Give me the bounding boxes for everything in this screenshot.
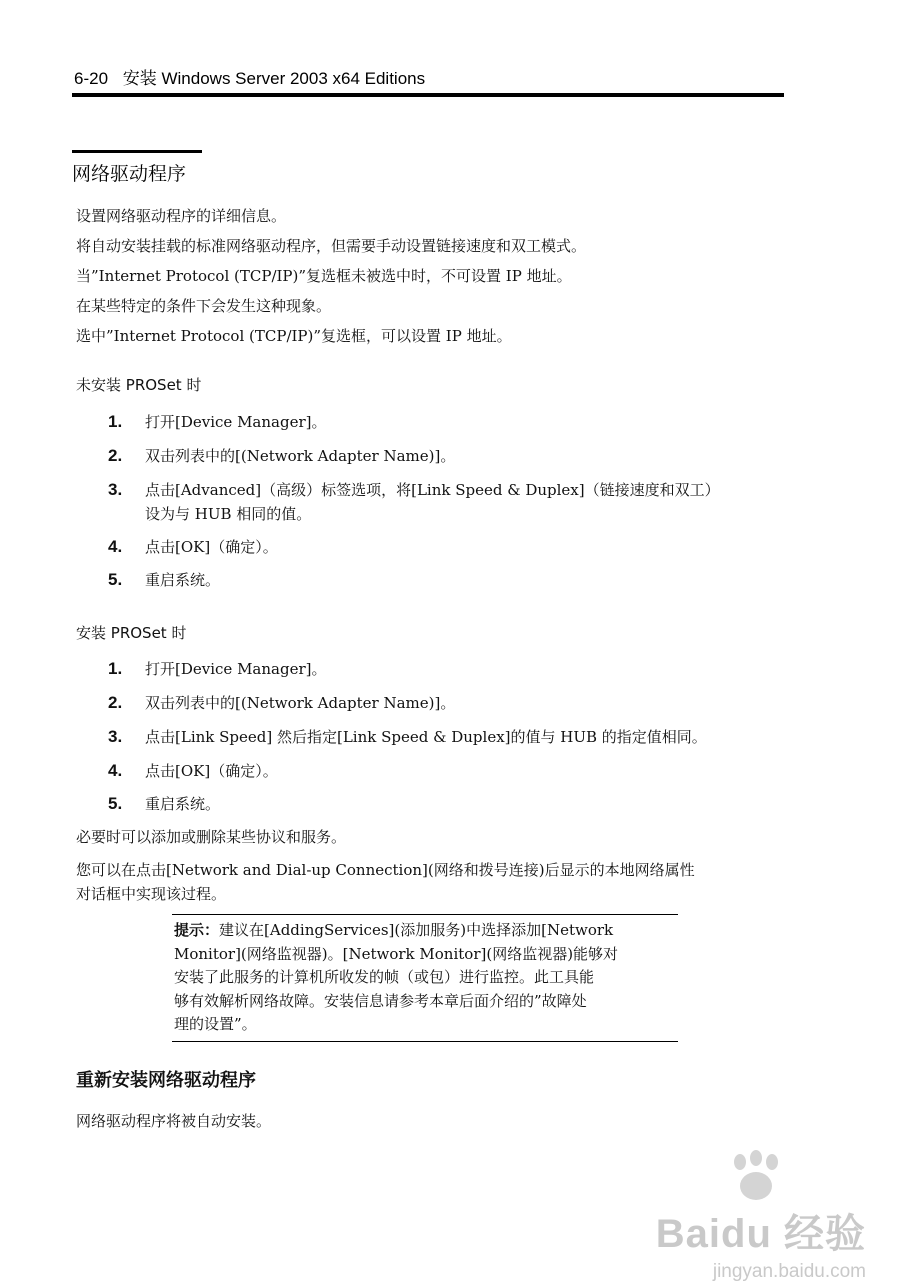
step-text: 点击[Advanced]（高级）标签选项，将[Link Speed & Duplex]（链接速度和双工） (145, 481, 720, 499)
intro-line: 当”Internet Protocol (TCP/IP)”复选框未被选中时，不可设置 IP 地址。 (76, 267, 572, 285)
step-text: 打开[Device Manager]。 (145, 413, 327, 431)
tip-line: 理的设置”。 (174, 1015, 257, 1033)
step-number: 2. (108, 446, 123, 465)
tip-line: 安装了此服务的计算机所收发的帧（或包）进行监控。此工具能 (174, 968, 595, 986)
tip-text: 建议在[AddingServices](添加服务)中选择添加[Network (219, 921, 614, 939)
dialog-note-line: 您可以在点击[Network and Dial-up Connection](网络和拨号连接)后显示的本地网络属性 (76, 861, 695, 879)
step-number: 3. (108, 480, 123, 499)
subheading-proset: 安装 PROSet 时 (76, 624, 187, 642)
tip-line (174, 919, 676, 943)
step-number: 2. (108, 693, 123, 712)
section-title: 网络驱动程序 (72, 150, 202, 186)
intro-line: 在某些特定的条件下会发生这种现象。 (76, 297, 332, 315)
tip-label: 提示： (174, 921, 220, 939)
intro-line: 设置网络驱动程序的详细信息。 (76, 207, 287, 225)
header-rule (72, 93, 784, 97)
step-text: 双击列表中的[(Network Adapter Name)]。 (145, 694, 456, 712)
tip-box (172, 914, 678, 1042)
watermark-logo: Baidu 经验 (655, 1212, 866, 1256)
step-text: 重启系统。 (145, 571, 221, 589)
page-header (74, 64, 425, 89)
reinstall-text: 网络驱动程序将被自动安装。 (76, 1112, 272, 1130)
step-text: 点击[OK]（确定）。 (145, 762, 278, 780)
tip-line: 够有效解析网络故障。安装信息请参考本章后面介绍的”故障处 (174, 991, 587, 1010)
tip-line: Monitor](网络监视器)。[Network Monitor](网络监视器)能够对 (174, 944, 619, 963)
step-number: 4. (108, 537, 123, 556)
subheading-no-proset: 未安装 PROSet 时 (76, 376, 202, 394)
protocol-note: 必要时可以添加或删除某些协议和服务。 (76, 828, 347, 846)
baidu-watermark (626, 1152, 866, 1282)
step-number: 5. (108, 794, 123, 813)
intro-line: 选中”Internet Protocol (TCP/IP)”复选框，可以设置 IP 地址。 (76, 327, 512, 345)
chapter-title: 安装 Windows Server 2003 x64 Editions (122, 69, 426, 88)
step-text: 双击列表中的[(Network Adapter Name)]。 (145, 447, 456, 465)
page-number: 6-20 (74, 69, 109, 88)
step-text: 点击[Link Speed] 然后指定[Link Speed & Duplex]的值与 HUB 的指定值相同。 (145, 728, 707, 746)
step-text: 打开[Device Manager]。 (145, 660, 327, 678)
step-text: 重启系统。 (145, 795, 221, 813)
step-number: 5. (108, 570, 123, 589)
step-text: 点击[OK]（确定）。 (145, 538, 278, 556)
watermark-url: jingyan.baidu.com (712, 1261, 866, 1282)
step-number: 3. (108, 727, 123, 746)
intro-line: 将自动安装挂载的标准网络驱动程序，但需要手动设置链接速度和双工模式。 (76, 237, 587, 255)
step-number: 1. (108, 412, 123, 431)
reinstall-title: 重新安装网络驱动程序 (76, 1070, 256, 1091)
step-number: 4. (108, 761, 123, 780)
step-number: 1. (108, 659, 123, 678)
dialog-note-line: 对话框中实现该过程。 (76, 885, 227, 903)
step-text-cont: 设为与 HUB 相同的值。 (145, 505, 312, 523)
